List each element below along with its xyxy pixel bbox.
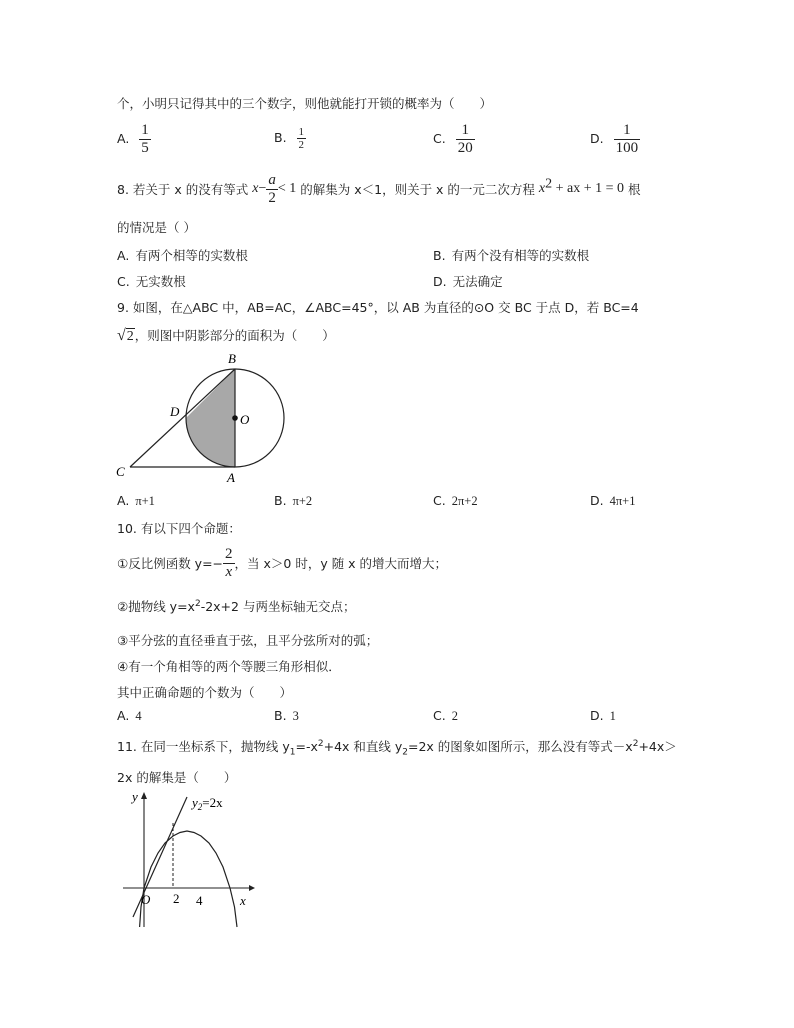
line-label: $y_2=2x$ bbox=[192, 795, 223, 812]
q10-ask: 其中正确命题的个数为（ ） bbox=[117, 685, 293, 700]
label-c: C bbox=[116, 464, 125, 479]
axis-label-y: y bbox=[132, 789, 138, 804]
label-o: O bbox=[240, 412, 250, 427]
q9-line2: √2，则图中阴影部分的面积为（ ） bbox=[117, 327, 335, 344]
fraction: $\frac{1}{100}$ bbox=[615, 122, 639, 156]
q10-option-d[interactable]: D. 1 bbox=[590, 708, 616, 723]
q8-option-d[interactable]: D. 无法确定 bbox=[433, 274, 503, 289]
q7-option-b[interactable]: B. $\frac{1}{2}$ bbox=[274, 126, 305, 152]
q10-prop-3: ③平分弦的直径垂直于弦，且平分弦所对的弧； bbox=[117, 633, 379, 648]
q10-head: 10. 有以下四个命题： bbox=[117, 521, 241, 536]
q9-option-a[interactable]: A. π+1 bbox=[117, 493, 155, 508]
tick-label-4: 4 bbox=[196, 893, 203, 908]
y-axis-arrow bbox=[141, 792, 147, 799]
x-axis-arrow bbox=[249, 885, 255, 891]
q7-option-a[interactable]: A. $\frac{1}{5}$ bbox=[117, 122, 149, 156]
q10-prop-2: ②抛物线 $y=x^2-2x+2$ 与两坐标轴无交点； bbox=[117, 598, 356, 614]
q10-option-c[interactable]: C. 2 bbox=[433, 708, 458, 723]
label-a: A bbox=[227, 470, 235, 485]
axis-label-x: x bbox=[240, 893, 246, 908]
label-d: D bbox=[170, 404, 180, 419]
q8-line2: 的情况是（ ） bbox=[117, 220, 196, 235]
q9-option-b[interactable]: B. π+2 bbox=[274, 493, 313, 508]
fraction: $\frac{1}{2}$ bbox=[298, 126, 305, 152]
q10-prop-1: ①反比例函数 y=− $\frac{2}{x}$ ，当 x＞0 时，y 随 x 的增大而增大； bbox=[117, 546, 448, 580]
q9-option-c[interactable]: C. 2π+2 bbox=[433, 493, 478, 508]
q9-figure bbox=[110, 350, 290, 485]
q9-option-d[interactable]: D. 4π+1 bbox=[590, 493, 636, 508]
q8-option-c[interactable]: C. 无实数根 bbox=[117, 274, 186, 289]
fraction: $\frac{1}{20}$ bbox=[457, 122, 473, 156]
q9-line1: 9. 如图，在△ABC 中，AB=AC，∠ABC=45°，以 AB 为直径的⊙O 交 BC 于点 D，若 BC=4 bbox=[117, 300, 639, 315]
q7-option-c[interactable]: C. $\frac{1}{20}$ bbox=[433, 122, 473, 156]
q7-option-d[interactable]: D. $\frac{1}{100}$ bbox=[590, 122, 639, 156]
q8-line1: 8. 若关于 x 的没有等式 x− $\frac{a}{2}$ < 1 的解集为 x＜1，则关于 x 的一元二次方程 $x^2$ + ax + 1 = 0 根 bbox=[117, 172, 641, 206]
parabola-curve bbox=[140, 831, 237, 927]
tick-label-2: 2 bbox=[173, 891, 180, 906]
fraction: $\frac{1}{5}$ bbox=[141, 122, 149, 156]
q10-option-a[interactable]: A. 4 bbox=[117, 708, 142, 723]
q8-option-a[interactable]: A. 有两个相等的实数根 bbox=[117, 248, 248, 263]
q8-option-b[interactable]: B. 有两个没有相等的实数根 bbox=[433, 248, 590, 263]
center-dot bbox=[232, 415, 238, 421]
q10-option-b[interactable]: B. 3 bbox=[274, 708, 299, 723]
q11-line1: 11. 在同一坐标系下，抛物线 $y_1=-x^2+4x$ 和直线 $y_2=2x$ 的图象如图所示，那么没有等式$-x^2+4x>$ bbox=[117, 738, 677, 758]
q10-prop-4: ④有一个角相等的两个等腰三角形相似． bbox=[117, 659, 341, 674]
fraction: $\frac{2}{x}$ bbox=[225, 546, 233, 580]
shaded-region bbox=[186, 369, 235, 467]
q11-figure bbox=[115, 787, 260, 932]
q7-text: 个，小明只记得其中的三个数字，则他就能打开锁的概率为（ ） bbox=[117, 96, 493, 111]
origin-label: O bbox=[141, 892, 151, 907]
q11-line2: 2x 的解集是（ ） bbox=[117, 770, 237, 785]
fraction: $\frac{a}{2}$ bbox=[268, 172, 276, 206]
label-b: B bbox=[228, 351, 236, 366]
